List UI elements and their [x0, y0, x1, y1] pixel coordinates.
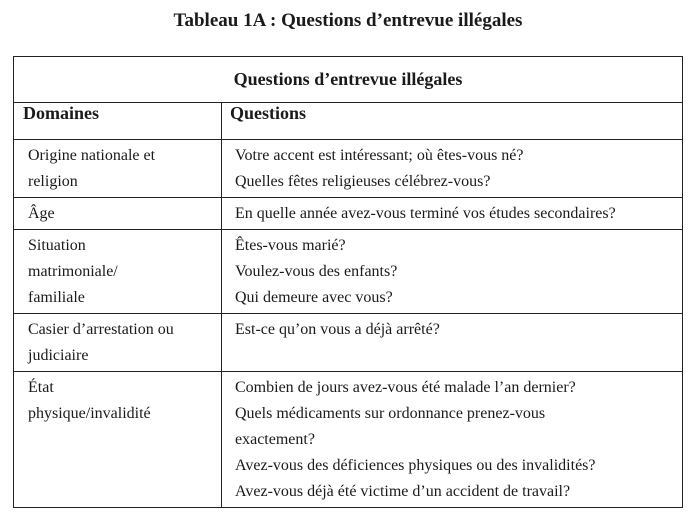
domain-cell — [14, 230, 222, 314]
header-questions: Questions — [222, 103, 683, 140]
domain-line: matrimoniale/ — [28, 263, 118, 280]
question-text: Combien de jours avez-vous été malade l’an dernier? — [235, 379, 576, 396]
question-text: Avez-vous des déficiences physiques ou des invalidités? — [235, 457, 596, 474]
questions-cell — [222, 372, 683, 508]
table-row — [14, 140, 683, 198]
table-row — [14, 230, 683, 314]
question-text: Qui demeure avec vous? — [235, 289, 393, 306]
domain-cell — [14, 372, 222, 508]
question-text: Êtes-vous marié? — [235, 237, 346, 254]
domain-line: judiciaire — [28, 347, 89, 364]
table-row — [14, 198, 683, 230]
domain-line: physique/invalidité — [28, 405, 151, 422]
question-text: Voulez-vous des enfants? — [235, 263, 398, 280]
domain-line: religion — [28, 173, 78, 190]
domain-cell — [14, 198, 222, 230]
illegal-questions-table — [13, 56, 683, 508]
domain-cell — [14, 314, 222, 372]
question-text: Quelles fêtes religieuses célébrez-vous? — [235, 173, 491, 190]
questions-cell — [222, 198, 683, 230]
table-caption: Tableau 1A : Questions d’entrevue illégales — [173, 10, 523, 31]
questions-cell — [222, 314, 683, 372]
header-domains: Domaines — [14, 103, 222, 140]
domain-line: Âge — [28, 205, 55, 222]
domain-line: État — [28, 379, 54, 396]
table-row — [14, 314, 683, 372]
question-text: exactement? — [235, 431, 315, 448]
domain-cell — [14, 140, 222, 198]
header-row — [14, 103, 683, 140]
questions-cell — [222, 230, 683, 314]
table-row — [14, 372, 683, 508]
question-text: Avez-vous déjà été victime d’un accident de travail? — [235, 483, 571, 500]
question-text: En quelle année avez-vous terminé vos études secondaires? — [235, 205, 616, 222]
question-text: Est-ce qu’on vous a déjà arrêté? — [235, 321, 440, 338]
table-banner: Questions d’entrevue illégales — [14, 57, 683, 103]
domain-line: Origine nationale et — [28, 147, 156, 164]
question-text: Votre accent est intéressant; où êtes-vous né? — [235, 147, 524, 164]
questions-cell — [222, 140, 683, 198]
question-text: Quels médicaments sur ordonnance prenez-vous — [235, 405, 546, 422]
domain-line: Situation — [28, 237, 86, 254]
domain-line: familiale — [28, 289, 85, 306]
domain-line: Casier d’arrestation ou — [28, 321, 174, 338]
